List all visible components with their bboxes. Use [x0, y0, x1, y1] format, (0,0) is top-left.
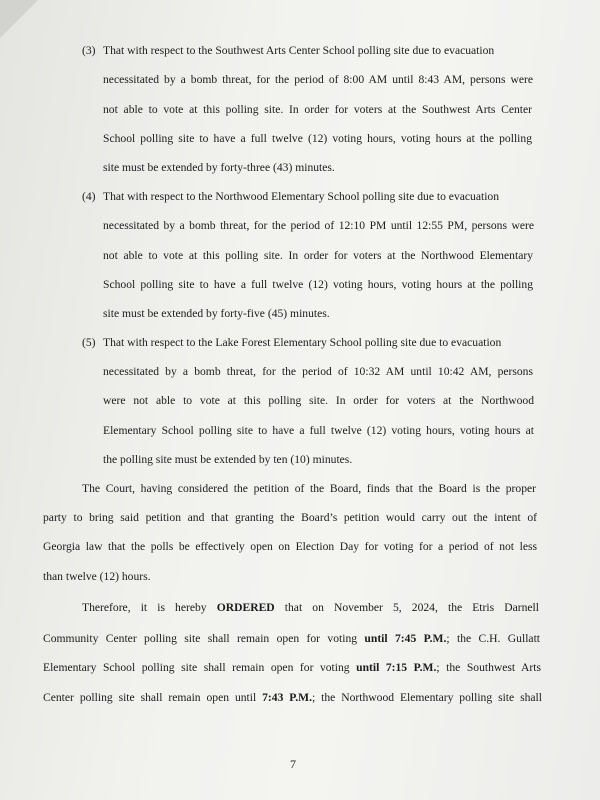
time-emphasis: until 7:15 P.M. [356, 661, 437, 674]
time-emphasis: 7:43 P.M. [262, 691, 313, 704]
paragraph-line: than twelve (12) hours. [43, 570, 151, 583]
item-line: School polling site to have a full twelve (12) voting hours, voting hours at the polling [103, 278, 533, 291]
item-number: (3) [82, 44, 96, 57]
paragraph-line: Georgia law that the polls be effectively open on Election Day for voting for a period of not less [43, 540, 537, 553]
page-number: 7 [290, 757, 296, 771]
item-number: (5) [82, 336, 96, 349]
item-line: necessitated by a bomb threat, for the period of 8:00 AM until 8:43 AM, persons were [103, 73, 533, 86]
paragraph-line: Elementary School polling site shall remain open for voting until 7:15 P.M.; the Southwest Arts [43, 661, 541, 674]
paragraph-line: The Court, having considered the petition of the Board, finds that the Board is the proper [82, 482, 536, 495]
item-line: That with respect to the Southwest Arts Center School polling site due to evacuation [103, 44, 495, 57]
item-line: site must be extended by forty-three (43) minutes. [103, 161, 335, 174]
ordered-emphasis: ORDERED [216, 601, 275, 614]
item-line: Elementary School polling site to have a full twelve (12) voting hours, voting hours at [103, 424, 534, 437]
item-line: necessitated by a bomb threat, for the period of 10:32 AM until 10:42 AM, persons [103, 365, 533, 378]
item-line: not able to vote at this polling site. In order for voters at the Southwest Arts Center [103, 103, 532, 116]
item-line: That with respect to the Northwood Elementary School polling site due to evacuation [103, 190, 500, 203]
paragraph-line: Community Center polling site shall remain open for voting until 7:45 P.M.; the C.H. Gullatt [43, 632, 541, 645]
item-line: That with respect to the Lake Forest Elementary School polling site due to evacuation [103, 336, 502, 349]
paragraph-line: party to bring said petition and that granting the Board’s petition would carry out the intent of [43, 511, 537, 524]
item-number: (4) [82, 190, 96, 203]
item-line: the polling site must be extended by ten (10) minutes. [103, 453, 353, 466]
item-line: School polling site to have a full twelve (12) voting hours, voting hours at the polling [103, 132, 532, 145]
item-line: not able to vote at this polling site. In order for voters at the Northwood Elementary [103, 249, 533, 262]
item-line: site must be extended by forty-five (45) minutes. [103, 307, 330, 320]
paragraph-line: Center polling site shall remain open until 7:43 P.M.; the Northwood Elementary polling site shall [43, 691, 542, 704]
item-line: necessitated by a bomb threat, for the period of 12:10 PM until 12:55 PM, persons were [103, 219, 534, 232]
item-line: were not able to vote at this polling site. In order for voters at the Northwood [103, 394, 534, 407]
time-emphasis: until 7:45 P.M. [364, 632, 447, 645]
paragraph-line: Therefore, it is hereby ORDERED that on November 5, 2024, the Etris Darnell [82, 601, 539, 614]
